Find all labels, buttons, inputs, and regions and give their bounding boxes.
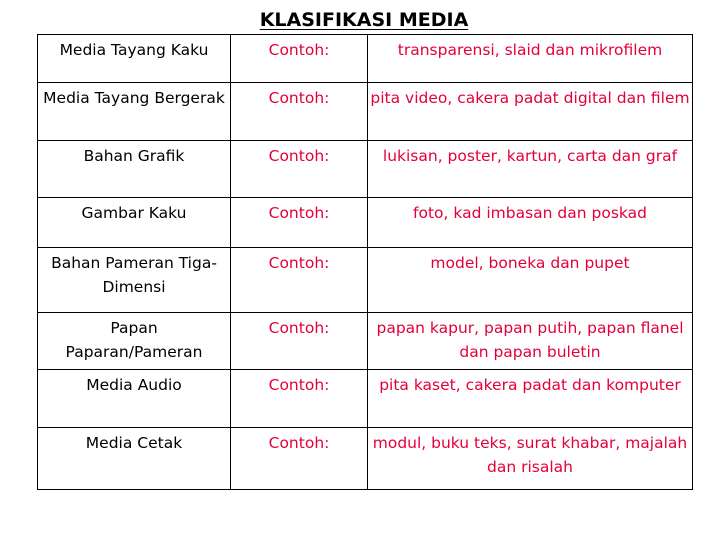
example-cell: model, boneka dan pupet [368,248,693,313]
media-type-cell: Media Cetak [38,428,231,490]
contoh-label: Contoh: [231,83,368,141]
contoh-label: Contoh: [231,141,368,198]
table-row [38,370,693,428]
table-row [38,313,693,370]
media-type-cell: Media Tayang Kaku [38,35,231,83]
table-row [38,141,693,198]
media-type-cell: Gambar Kaku [38,198,231,248]
example-cell: transparensi, slaid dan mikrofilem [368,35,693,83]
page-title: KLASIFIKASI MEDIA [259,9,469,31]
table-row [38,248,693,313]
example-cell: modul, buku teks, surat khabar, majalah dan risalah [368,428,693,490]
media-type-cell: Bahan Pameran Tiga-Dimensi [38,248,231,313]
contoh-label: Contoh: [231,248,368,313]
media-classification-table [37,34,693,490]
contoh-label: Contoh: [231,198,368,248]
table-row [38,198,693,248]
example-cell: lukisan, poster, kartun, carta dan graf [368,141,693,198]
example-cell: foto, kad imbasan dan poskad [368,198,693,248]
example-cell: pita video, cakera padat digital dan filem [368,83,693,141]
table-row [38,83,693,141]
contoh-label: Contoh: [231,428,368,490]
example-cell: papan kapur, papan putih, papan flanel dan papan buletin [368,313,693,370]
contoh-label: Contoh: [231,35,368,83]
table-row [38,35,693,83]
media-type-cell: Bahan Grafik [38,141,231,198]
media-type-cell: Media Tayang Bergerak [38,83,231,141]
table-row [38,428,693,490]
media-type-cell: Media Audio [38,370,231,428]
media-type-cell: Papan Paparan/Pameran [38,313,231,370]
example-cell: pita kaset, cakera padat dan komputer [368,370,693,428]
contoh-label: Contoh: [231,313,368,370]
contoh-label: Contoh: [231,370,368,428]
